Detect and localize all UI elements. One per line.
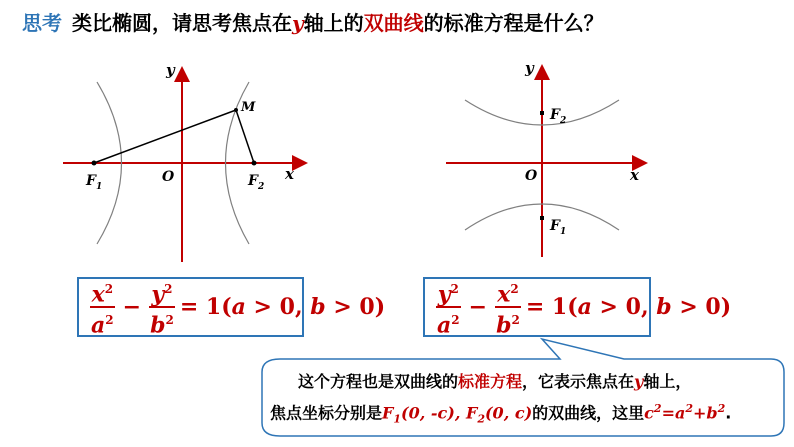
left-origin-label: O — [162, 169, 175, 185]
point-m-label: M — [241, 100, 256, 115]
heading-text-before: 类比椭圆，请思考焦点在 — [72, 11, 292, 35]
focus-f2-label: $F_2$ — [248, 173, 265, 192]
callout-line-1: 这个方程也是双曲线的标准方程，它表示焦点在y轴上， — [298, 372, 692, 391]
heading-highlight: 双曲线 — [363, 11, 424, 35]
focus-f1-label: $F_1$ — [86, 173, 103, 192]
left-x-label: x — [285, 165, 294, 183]
heading-text-mid: 轴上的 — [303, 11, 364, 35]
focus-top-label: $F_2$ — [550, 107, 567, 126]
callout-explanation — [270, 368, 782, 433]
heading-axis-var: y — [292, 11, 304, 35]
fraction-y-over-a: $\frac{y^2}{a^2}$ — [435, 278, 462, 337]
fraction-x-over-b: $\frac{x^2}{b^2}$ — [494, 278, 522, 337]
right-y-label: y — [525, 59, 534, 77]
minus-sign: − — [468, 294, 488, 320]
formula-rhs: = 1(a > 0, b > 0) — [525, 294, 732, 320]
right-origin-label: O — [525, 168, 538, 184]
callout-line-2: 焦点坐标分别是$F_1(0$, -c), $F_2(0$, c)的双曲线，这里$c^2=a^2+b^2$. — [270, 402, 732, 426]
formula-rhs: = 1(a > 0, b > 0) — [179, 294, 386, 320]
focus-bottom-label: $F_1$ — [550, 218, 567, 237]
right-x-label: x — [630, 166, 639, 184]
heading-text-after: 的标准方程是什么？ — [423, 11, 604, 35]
fraction-x-over-a: $\frac{x^2}{a^2}$ — [89, 278, 116, 337]
heading-lead: 思考 — [22, 11, 62, 35]
minus-sign: − — [122, 294, 142, 320]
formula-y-axis-hyperbola — [423, 277, 732, 339]
formula-x-axis-hyperbola — [77, 277, 386, 339]
fraction-y-over-b: $\frac{y^2}{b^2}$ — [148, 278, 176, 337]
left-y-label: y — [166, 61, 175, 79]
